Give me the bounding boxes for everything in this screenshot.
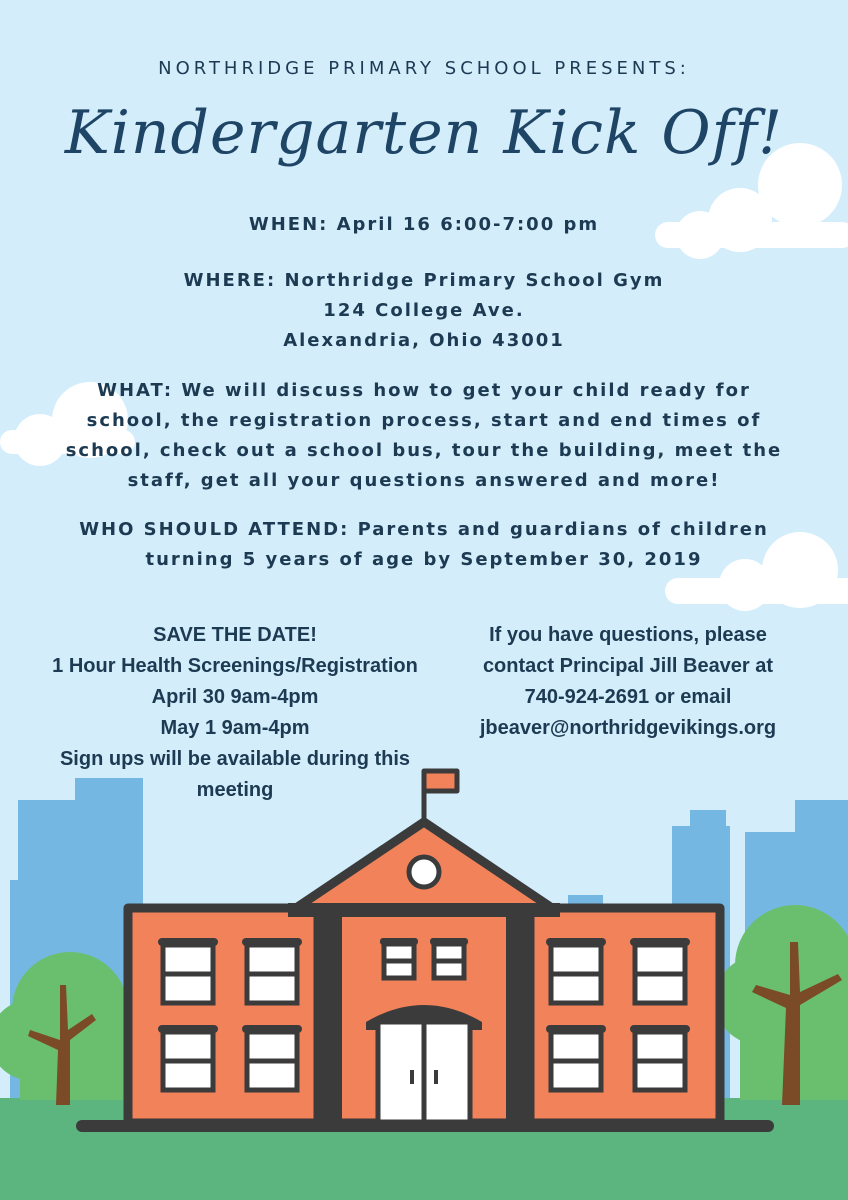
where-line-3: Alexandria, Ohio 43001 — [283, 330, 565, 351]
save-the-date-section — [20, 620, 450, 806]
event-title: Kindergarten Kick Off! — [64, 98, 784, 168]
presents-line: NORTHRIDGE PRIMARY SCHOOL PRESENTS: — [158, 58, 690, 79]
where-section — [0, 266, 848, 356]
what-line-1: WHAT: We will discuss how to get your child ready for — [97, 380, 751, 401]
contact-section — [448, 620, 808, 744]
contact-line-2: contact Principal Jill Beaver at — [482, 655, 774, 677]
front-door — [366, 1005, 482, 1122]
save-the-date-heading: SAVE THE DATE! — [153, 624, 317, 646]
what-section — [60, 376, 788, 496]
when-section — [0, 210, 848, 240]
what-line-4: staff, get all your questions answered and more! — [127, 470, 721, 491]
contact-line-1: If you have questions, please — [489, 624, 767, 646]
when-text: WHEN: April 16 6:00-7:00 pm — [248, 214, 600, 235]
save-line-5: meeting — [196, 779, 274, 801]
who-line-2: turning 5 years of age by September 30, 2019 — [145, 549, 703, 570]
where-line-2: 124 College Ave. — [323, 300, 525, 321]
who-line-1: WHO SHOULD ATTEND: Parents and guardians of children — [79, 519, 769, 540]
tree-right — [715, 905, 848, 1105]
save-line-3: May 1 9am-4pm — [160, 717, 310, 739]
save-line-2: April 30 9am-4pm — [151, 686, 319, 708]
save-line-4: Sign ups will be available during this — [59, 748, 411, 770]
contact-phone: 740-924-2691 or email — [524, 686, 732, 708]
what-line-3: school, check out a school bus, tour the building, meet the — [65, 440, 783, 461]
where-line-1: WHERE: Northridge Primary School Gym — [183, 270, 665, 291]
contact-email: jbeaver@northridgevikings.org — [479, 717, 777, 739]
save-line-1: 1 Hour Health Screenings/Registration — [52, 655, 418, 677]
who-section — [60, 515, 788, 575]
what-line-2: school, the registration process, start and end times of — [86, 410, 762, 431]
